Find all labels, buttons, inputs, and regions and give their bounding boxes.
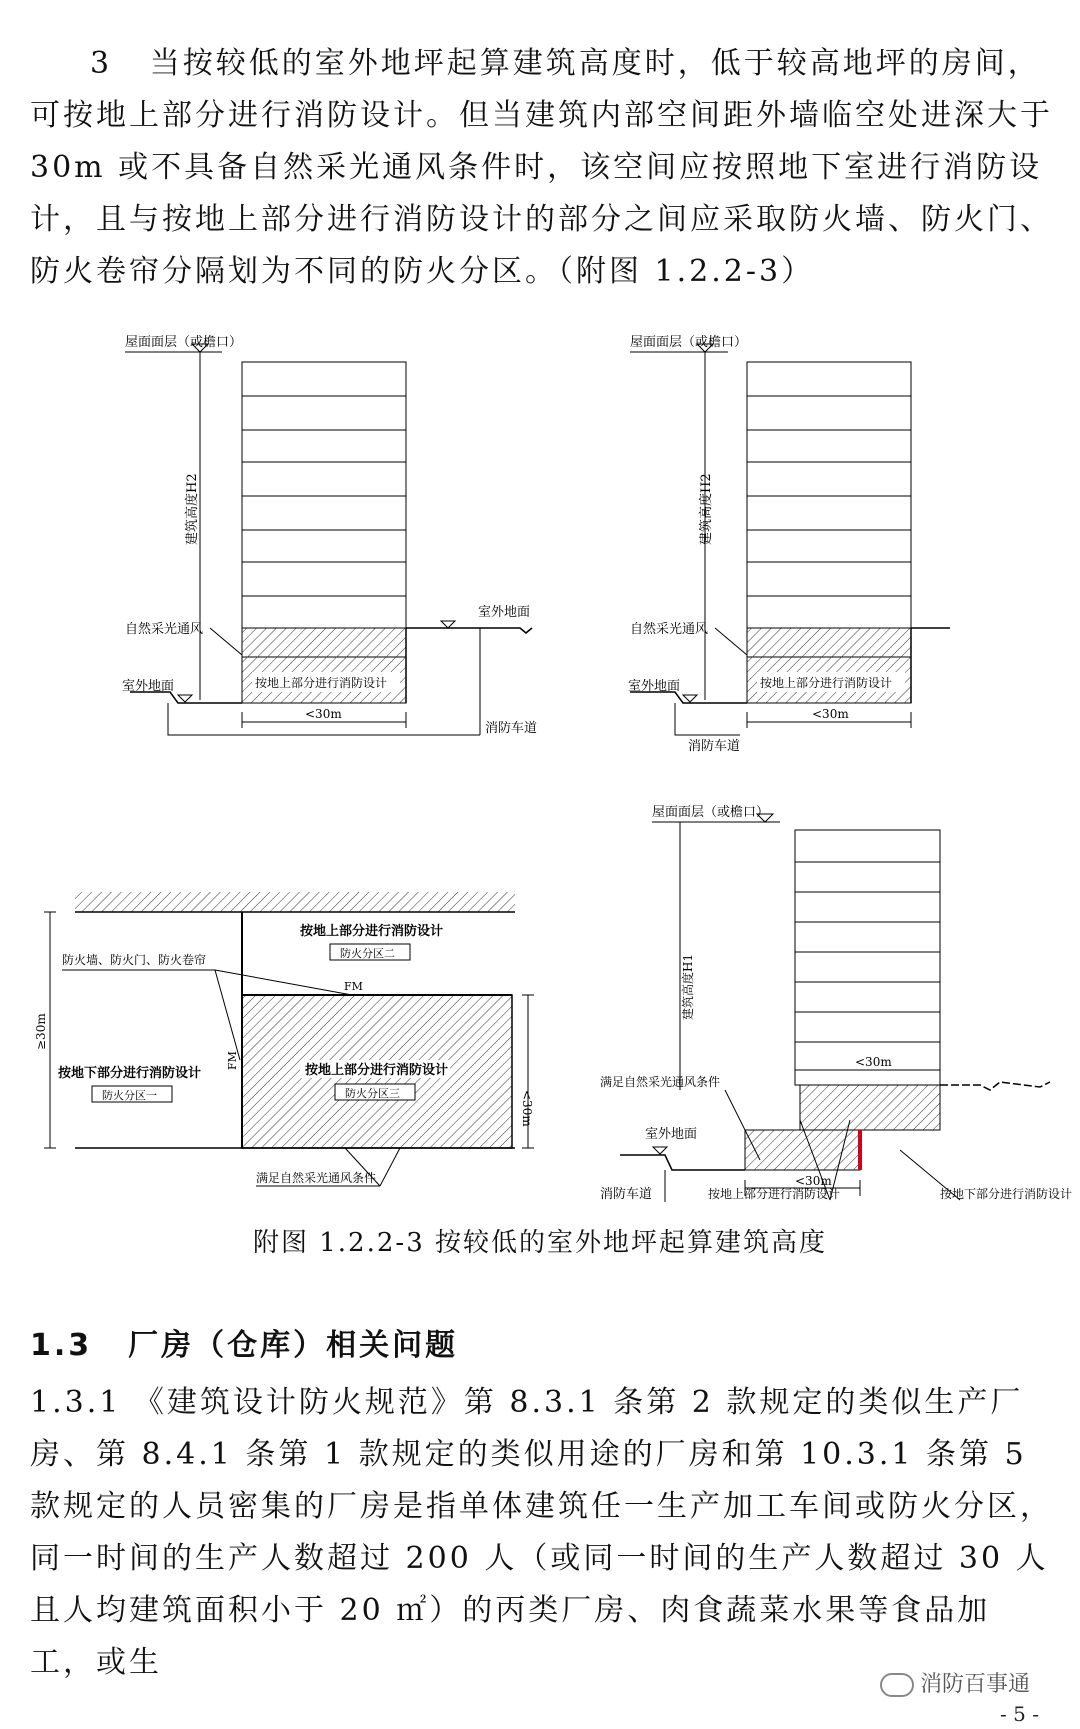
d4-below-label: 按地下部分进行消防设计 [940,1187,1073,1201]
d3-fire-wall-label: 防火墙、防火门、防火卷帘 [62,953,207,967]
d2-above-label: 按地上部分进行消防设计 [760,676,893,690]
paragraph-1-number: 3 [90,46,113,81]
d1-fire-road: 消防车道 [485,721,538,736]
d1-outdoor-left: 室外地面 [122,679,175,694]
d1-height-label: 建筑高度H2 [185,473,200,545]
d3-dim-right: <30m [520,1090,534,1127]
figure-1-2-2-3 [0,330,1080,1210]
diagram-2 [628,334,950,754]
d1-roof-label: 屋面面层（或檐口） [125,335,243,350]
watermark [880,1667,1030,1698]
d4-above-label: 按地上部分进行消防设计 [708,1187,841,1201]
d2-dim-label: <30m [812,707,849,721]
diagram-4 [600,804,1072,1202]
d3-fm-top: FM [344,980,363,993]
d3-fm-left: FM [226,1051,239,1070]
d2-height-label: 建筑高度H2 [699,473,714,545]
diagram-3 [34,892,534,1186]
d2-fire-road: 消防车道 [688,739,741,754]
d4-fire-road: 消防车道 [600,1187,653,1202]
page-number: - 5 - [1000,1702,1039,1726]
d1-above-label: 按地上部分进行消防设计 [255,676,388,690]
d3-zone1-line1: 按地下部分进行消防设计 [58,1066,202,1081]
d3-zone2-line1: 按地上部分进行消防设计 [300,924,444,939]
wechat-icon [880,1673,914,1697]
d3-zone3-line1: 按地上部分进行消防设计 [305,1063,449,1078]
d2-outdoor-label: 室外地面 [628,679,681,694]
d4-roof-label: 屋面面层（或檐口） [652,805,770,820]
watermark-text: 消防百事通 [920,1672,1031,1697]
diagram-1 [122,334,537,736]
d1-outdoor-right: 室外地面 [478,605,531,620]
section-title: 厂房（仓库）相关问题 [128,1328,459,1363]
paragraph-1 [30,38,1055,298]
section-number: 1.3 [30,1328,93,1363]
d3-dim-left: ≥30m [34,1013,48,1050]
d4-dim-bottom: <30m [795,1174,832,1188]
d3-natural-label: 满足自然采光通风条件 [256,1171,377,1185]
d3-zone3-line2: 防火分区三 [345,1087,400,1100]
d2-roof-label: 屋面面层（或檐口） [630,335,748,350]
d4-natural-label: 满足自然采光通风条件 [600,1075,721,1089]
figure-caption: 附图 1.2.2-3 按较低的室外地坪起算建筑高度 [252,1228,827,1258]
d1-natural-label: 自然采光通风 [125,622,204,637]
d3-zone1-line2: 防火分区一 [102,1089,157,1102]
d1-dim-label: <30m [305,707,342,721]
d2-natural-label: 自然采光通风 [630,622,709,637]
paragraph-2: 1.3.1 《建筑设计防火规范》第 8.3.1 条第 2 款规定的类似生产厂房、第 8.4.1 条第 1 款规定的类似用途的厂房和第 10.3.1 条第 5 款规定的人员密集的厂房是指单体建筑任一生产加工车间或防火分区，同一时间的生产人数超过 200 人（或同一时间的生产人数超过 30 人且人均建筑面积小于 20 ㎡）的丙类厂房、肉食蔬菜水果等食品加工，或生 [30,1385,1053,1680]
d4-outdoor-label: 室外地面 [645,1127,698,1142]
d4-height-label: 建筑高度H1 [681,953,695,1020]
section-heading [30,1320,458,1364]
d4-dim-top: <30m [855,1055,892,1069]
d3-zone2-line2: 防火分区二 [340,947,395,960]
paragraph-1-text: 当按较低的室外地坪起算建筑高度时，低于较高地坪的房间，可按地上部分进行消防设计。但当建筑内部空间距外墙临空处进深大于 30m 或不具备自然采光通风条件时，该空间应按照地下室进行消防设计，且与按地上部分进行消防设计的部分之间应采取防火墙、防火门、防火卷帘分隔划为不同的防火分区。（附图 1.2.2-3） [30,46,1053,289]
